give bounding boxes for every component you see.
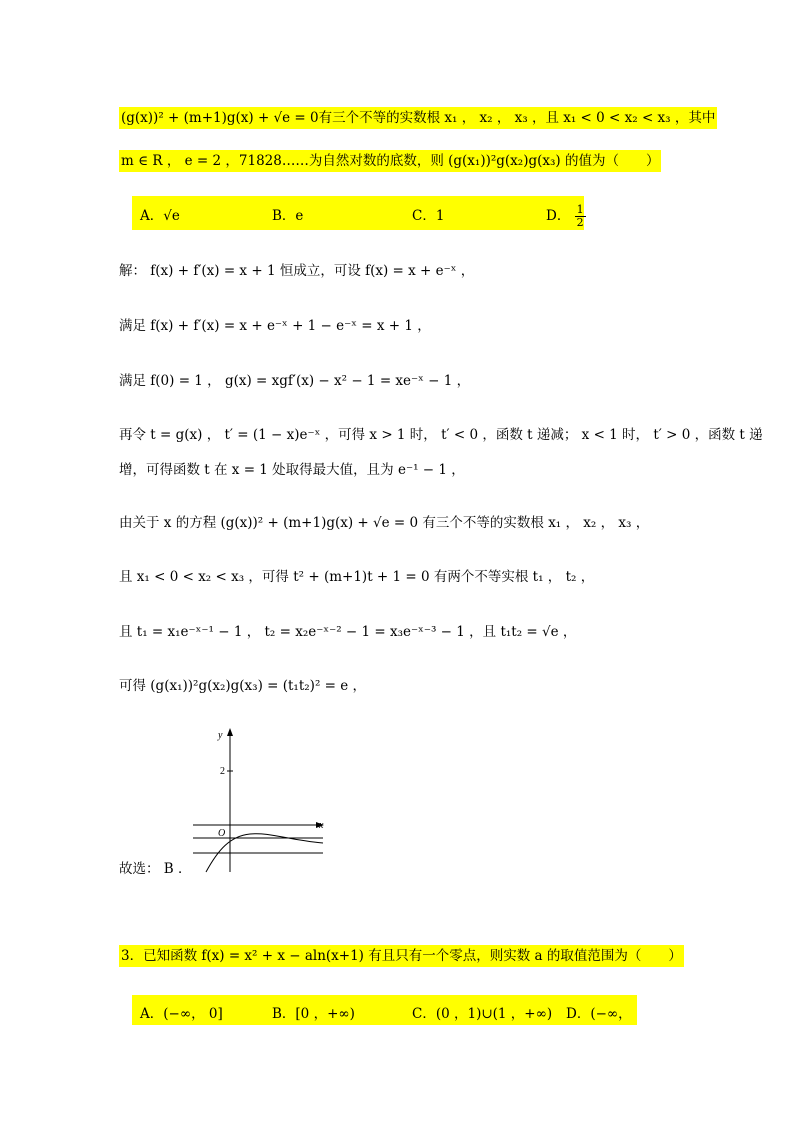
solution-line-2: 满足 f(x) + f′(x) = x + e⁻ˣ + 1 − e⁻ˣ = x + 1 ， (119, 318, 431, 334)
q2-option-d-fraction: $\frac{1}{2}$ (576, 203, 584, 229)
solution-line-3: 满足 f(0) = 1 ， g(x) = xgf′(x) − x² − 1 = xe⁻ˣ − 1 ， (119, 373, 471, 389)
solution-line-1: 解： f(x) + f′(x) = x + 1 恒成立，可设 f(x) = x + e⁻ˣ ， (119, 263, 475, 279)
x-axis-label: x (319, 820, 324, 831)
function-graph (190, 722, 330, 874)
q3-option-b: B．[0 ，+∞) (272, 1006, 355, 1022)
solution-line-8: 可得 (g(x₁))²g(x₂)g(x₃) = (t₁t₂)² = e ， (119, 678, 367, 694)
q2-option-c: C．1 (412, 208, 445, 224)
q2-line-1: (g(x))² + (m+1)g(x) + √e = 0有三个不等的实数根 x₁ ， x₂ ， x₃ ，且 x₁ < 0 < x₂ < x₃ ，其中 (119, 109, 717, 127)
solution-line-6: 且 x₁ < 0 < x₂ < x₃ ，可得 t² + (m+1)t + 1 = 0 有两个不等实根 t₁ ， t₂ ， (119, 569, 595, 585)
q2-option-b: B．e (272, 208, 304, 224)
q2-option-d: D． $\frac{1}{2}$ (546, 203, 584, 229)
answer-line: 故选： B ． (119, 861, 192, 877)
q3-line-1: 3．已知函数 f(x) = x² + x − aln(x+1) 有且只有一个零点，则实数 a 的取值范围为（ ） (119, 947, 684, 965)
origin-label: O (218, 828, 226, 839)
solution-line-7: 且 t₁ = x₁e⁻ˣ⁻¹ − 1 ， t₂ = x₂e⁻ˣ⁻² − 1 = x₃e⁻ˣ⁻³ − 1 ，且 t₁t₂ = √e ， (119, 624, 577, 640)
q2-options-highlight (132, 196, 584, 230)
solution-line-4b: 增，可得函数 t 在 x = 1 处取得最大值，且为 e⁻¹ − 1 ， (119, 462, 465, 478)
solution-line-4a: 再令 t = g(x) ， t′ = (1 − x)e⁻ˣ ，可得 x > 1 时， t′ < 0 ，函数 t 递减； x < 1 时， t′ > 0 ，函数 t 递 (119, 427, 763, 443)
q2-option-a: A．√e (140, 208, 180, 224)
q3-option-d: D．(−∞， (566, 1006, 632, 1022)
q3-option-a: A．(−∞， 0] (140, 1006, 223, 1022)
y-tick-label-2: 2 (220, 766, 225, 777)
y-axis-label: y (218, 730, 223, 741)
y-axis-arrow (227, 728, 233, 736)
q3-option-c: C．(0 ，1)∪(1 ，+∞) (412, 1006, 553, 1022)
q2-line-2: m ∈ R ， e = 2 ，71828……为自然对数的底数，则 (g(x₁))²g(x₂)g(x₃) 的值为（ ） (119, 152, 661, 170)
solution-line-5: 由关于 x 的方程 (g(x))² + (m+1)g(x) + √e = 0 有三个不等的实数根 x₁ ， x₂ ， x₃ ， (119, 515, 650, 531)
